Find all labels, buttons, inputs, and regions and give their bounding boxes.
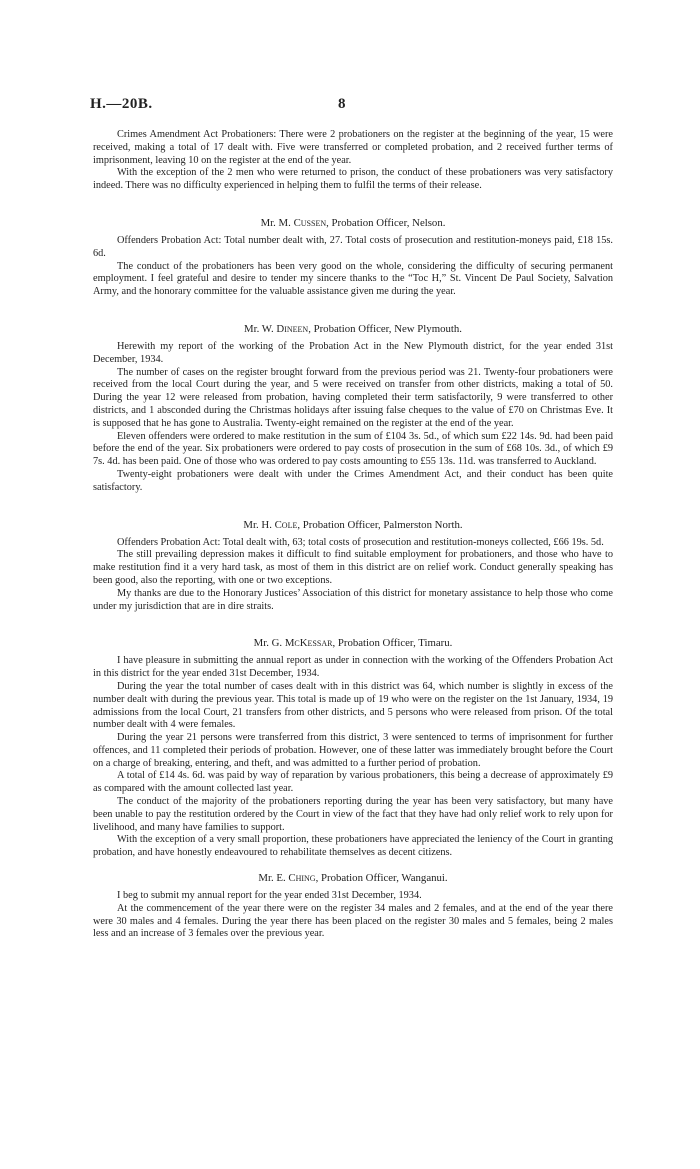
paragraph: Offenders Probation Act: Total number dealt with, 27. Total costs of prosecution and restitution-moneys paid, £18 15s. 6d. [93,234,613,259]
paragraph: I have pleasure in submitting the annual report as under in connection with the working of the Offenders Probation Act in this district for the year ended 31st December, 1934. [93,655,613,680]
section-heading: Mr. M. Cussen, Probation Officer, Nelson. [260,216,446,229]
page-body [93,129,613,941]
paragraph: The still prevailing depression makes it difficult to find suitable employment for probationers, and those who have to make restitution find it a very hard task, as most of them in this district are on relief work. Conduct generally speaking has been good, also the reporting, with one or two exceptions. [93,549,613,586]
section-heading: Mr. E. Ching, Probation Officer, Wanganui. [258,872,448,885]
report-palmerston-north [93,519,613,614]
document-reference: H.—20B. [90,96,153,112]
paragraph: A total of £14 4s. 6d. was paid by way of reparation by various probationers, this being a decrease of approximately £9 as compared with the amount collected last year. [93,770,613,795]
paragraph: The conduct of the probationers has been very good on the whole, considering the difficulty of securing permanent employment. I feel grateful and desire to tender my sincere thanks to the “Toc H,” St. Vincent De Paul Society, Salvation Army, and the honorary committee for the valuable assistance given me during the year. [93,260,613,298]
paragraph: Crimes Amendment Act Probationers: There were 2 probationers on the register at the beginning of the year, 15 were received, making a total of 17 dealt with. Five were transferred or completed probation, and 2 received further terms of imprisonment, leaving 10 on the register at the end of the year. [93,129,613,166]
paragraph: Twenty-eight probationers were dealt with under the Crimes Amendment Act, and their conduct has been quite satisfactory. [93,468,613,493]
paragraph: The conduct of the majority of the probationers reporting during the year has been very satisfactory, but many have been unable to pay the restitution ordered by the Court in view of the fact that they have had only relief work to rely upon for livelihood, and many have families to support. [93,796,613,833]
paragraph: Offenders Probation Act: Total dealt with, 63; total costs of prosecution and restitution-moneys collected, £66 19s. 5d. [117,536,604,548]
paragraph: Herewith my report of the working of the Probation Act in the New Plymouth district, for the year ended 31st December, 1934. [93,340,613,365]
section-heading: Mr. W. Dineen, Probation Officer, New Plymouth. [243,322,462,335]
intro-section [93,129,613,193]
paragraph: During the year 21 persons were transferred from this district, 3 were sentenced to terms of imprisonment for further offences, and 11 completed their periods of probation. However, one of these latter was immediately brought before the Court on a charge of breaking, entering, and theft, and was admitted to a further period of probation. [93,732,613,769]
report-wanganui [93,872,613,941]
paragraph: Eleven offenders were ordered to make restitution in the sum of £104 3s. 5d., of which sum £22 14s. 9d. had been paid before the end of the year. Six probationers were ordered to pay costs of prosecution in the sum of £68 10s. 3d., of which £9 7s. 4d. has been paid. One of those who was ordered to pay costs amounting to £55 13s. 11d. was transferred to Auckland. [93,430,613,468]
paragraph: I beg to submit my annual report for the year ended 31st December, 1934. [117,890,422,902]
section-heading: Mr. G. McKessar, Probation Officer, Timaru. [253,637,453,650]
paragraph: With the exception of a very small proportion, these probationers have appreciated the leniency of the Court in granting probation, and have honestly endeavoured to rehabilitate themselves as decent citizens. [93,834,613,859]
report-nelson [93,217,613,299]
report-new-plymouth [93,323,613,495]
paragraph: At the commencement of the year there were on the register 34 males and 2 females, and at the end of the year there were 30 males and 4 females. During the year there has been placed on the register 30 males and 5 females, being 2 males less and an increase of 3 females over the previous year. [93,902,613,940]
report-timaru [93,637,613,860]
paragraph: My thanks are due to the Honorary Justices’ Association of this district for monetary assistance to help those who come under my jurisdiction that are in dire straits. [93,587,613,612]
paragraph: The number of cases on the register brought forward from the previous period was 21. Twenty-four probationers were received from the local Court during the year, and 5 were received on transfer from other districts, making a total of 50. During the year 12 were released from probation, having completed their term satisfactorily, 9 were transferred to other districts, and 1 absconded during the Christmas holidays after issuing false cheques to the value of £70 on Christmas Eve. It is supposed that he has gone to Australia. Twenty-eight remained on the register at the end of the year. [93,366,613,429]
section-heading: Mr. H. Cole, Probation Officer, Palmerston North. [243,518,463,531]
page-header [90,96,610,116]
page-number: 8 [338,96,346,112]
paragraph: During the year the total number of cases dealt with in this district was 64, which number is slightly in excess of the number dealt with during the previous year. This total is made up of 19 who were on the register on the 1st January, 1934, 19 admissions from the local Court, 21 transfers from other districts, and 5 persons who were released from prison. Of the total number dealt with 4 were females. [93,680,613,731]
paragraph: With the exception of the 2 men who were returned to prison, the conduct of these probationers was very satisfactory indeed. There was no difficulty experienced in helping them to fulfil the terms of their release. [93,167,613,192]
